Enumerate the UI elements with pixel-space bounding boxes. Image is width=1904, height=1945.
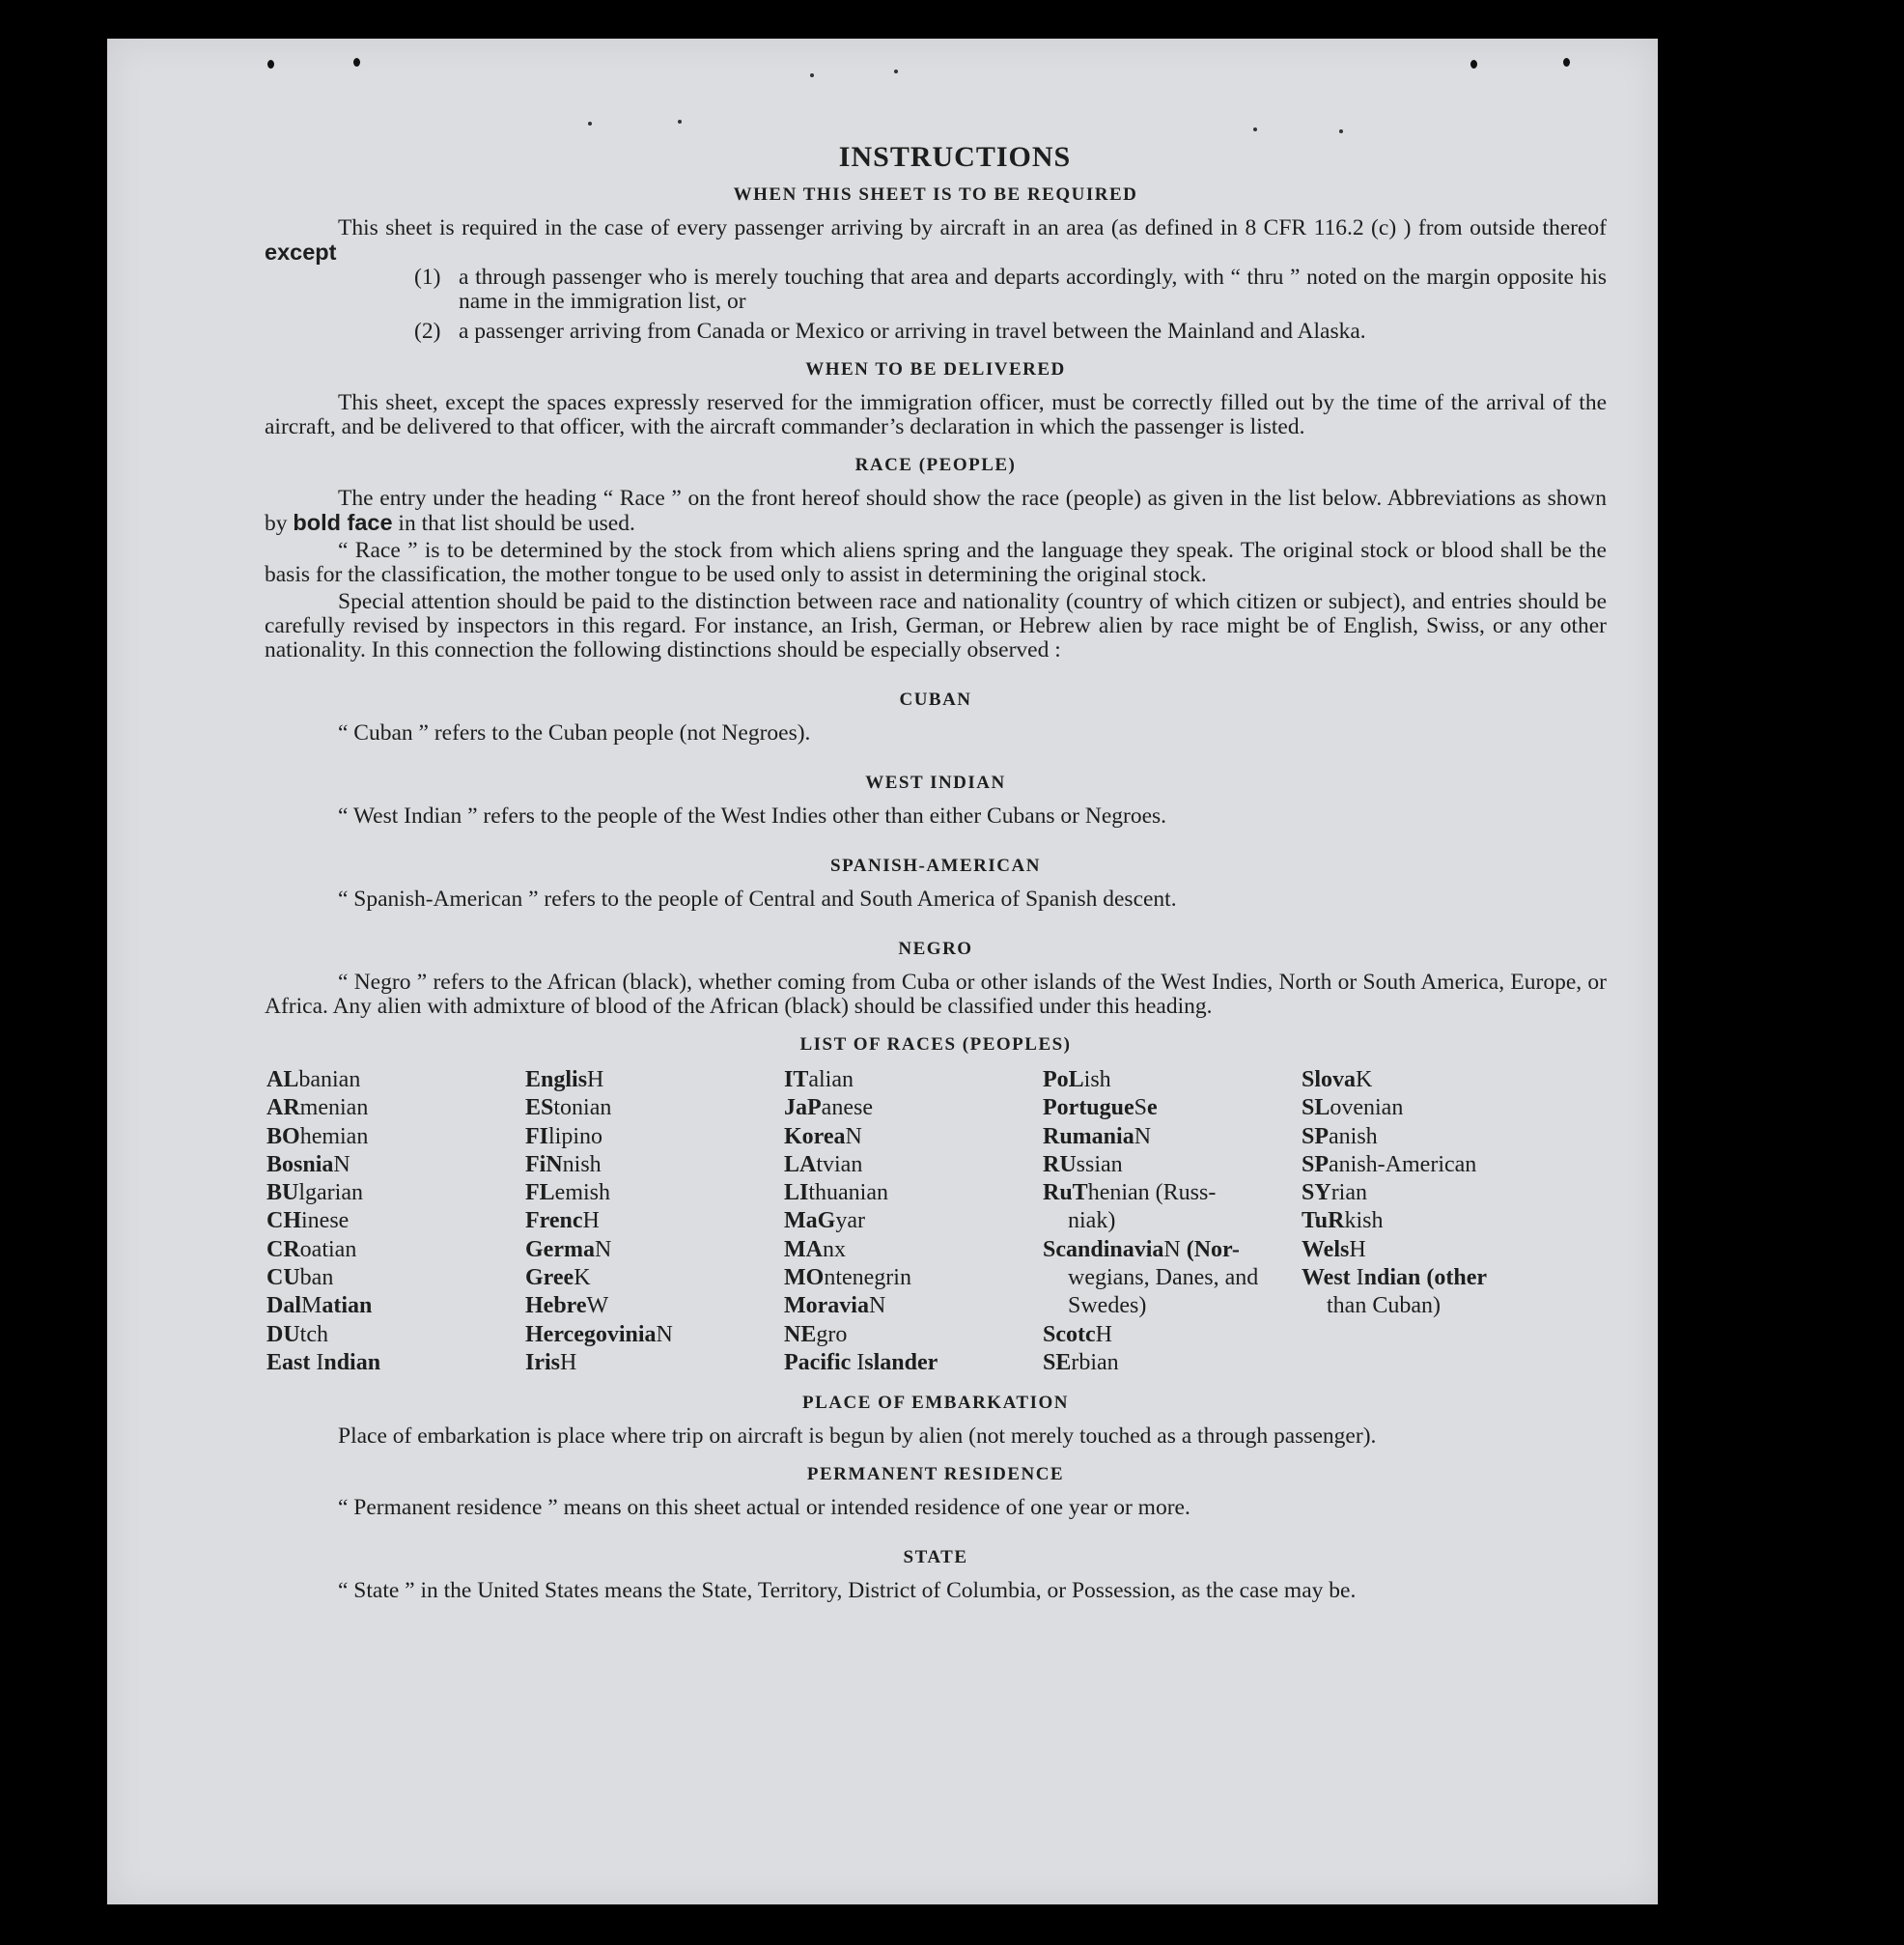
race-entry: IrisH <box>525 1349 577 1375</box>
race-entry: FLemish <box>525 1180 610 1206</box>
exception-item-2: (2) a passenger arriving from Canada or Mexico or arriving in travel between the Mainland and Alaska. <box>414 319 1366 344</box>
race-entry: East Indian <box>266 1349 381 1375</box>
race-column <box>1041 1066 1300 1377</box>
race-entry: BosniaN <box>266 1151 350 1177</box>
race-entry: FrencH <box>525 1208 600 1234</box>
west-indian-text: “ West Indian ” refers to the people of the West Indies other than either Cubans or Negroes. <box>338 803 1167 829</box>
race-entry: DUtch <box>266 1321 328 1347</box>
race-entry: JaPanese <box>784 1095 873 1121</box>
race-entry: RumaniaN <box>1043 1123 1152 1149</box>
race-entry: FiNnish <box>525 1151 602 1177</box>
heading-when-required: WHEN THIS SHEET IS TO BE REQUIRED <box>733 184 1138 205</box>
race-entry: ScotcH <box>1043 1321 1112 1347</box>
race-entry: SPanish <box>1302 1123 1378 1149</box>
permanent-residence-text: “ Permanent residence ” means on this sheet actual or intended residence of one year or more. <box>338 1495 1190 1521</box>
speck <box>1253 127 1257 131</box>
race-entry: Pacific Islander <box>784 1349 938 1375</box>
speck <box>588 122 592 126</box>
race-column <box>523 1066 782 1377</box>
race-entry: RUssian <box>1043 1151 1123 1177</box>
punch-hole <box>353 58 360 67</box>
speck <box>1339 129 1343 133</box>
heading-west-indian: WEST INDIAN <box>865 773 1006 793</box>
punch-hole <box>267 60 274 69</box>
race-entry: BUlgarian <box>266 1180 363 1206</box>
state-text: “ State ” in the United States means the State, Territory, District of Columbia, or Possession, as the case may be. <box>338 1578 1357 1604</box>
race-entry: SErbian <box>1043 1349 1119 1375</box>
heading-state: STATE <box>903 1547 968 1568</box>
heading-cuban: CUBAN <box>899 690 972 710</box>
race-entry: HebreW <box>525 1293 609 1319</box>
race-entry: KoreaN <box>784 1123 862 1149</box>
race-entry: PoLish <box>1043 1067 1111 1092</box>
race-entry: NEgro <box>784 1321 848 1347</box>
race-entry: LAtvian <box>784 1151 863 1177</box>
race-entry: MoraviaN <box>784 1293 886 1319</box>
race-entry: RuThenian (Russ- niak) <box>1043 1180 1217 1234</box>
race-entry: CHinese <box>266 1208 350 1234</box>
race-entry: LIthuanian <box>784 1180 888 1206</box>
race-entry: GermaN <box>525 1236 612 1262</box>
race-entry: SYrian <box>1302 1180 1367 1206</box>
heading-when-delivered: WHEN TO BE DELIVERED <box>805 359 1066 380</box>
race-entry: MaGyar <box>784 1208 865 1234</box>
race-entry: SlovaK <box>1302 1067 1373 1092</box>
race-column <box>782 1066 1041 1377</box>
race-entry: MOntenegrin <box>784 1265 911 1291</box>
exception-item-1: (1) a through passenger who is merely touching that area and departs accordingly, with “ thru ” noted on the margin opposite his name in the immigration list, or <box>414 265 1607 314</box>
race-entry: West Indian (other than Cuban) <box>1302 1265 1488 1319</box>
heading-list-of-races: LIST OF RACES (PEOPLES) <box>799 1034 1072 1055</box>
race-entry: PortugueSe <box>1043 1095 1158 1121</box>
race-entry: EStonian <box>525 1095 612 1121</box>
race-entry: ALbanian <box>266 1067 361 1092</box>
page-title: INSTRUCTIONS <box>838 141 1072 173</box>
speck <box>678 120 682 124</box>
race-entry: MAnx <box>784 1236 846 1262</box>
spanish-american-text: “ Spanish-American ” refers to the people of Central and South America of Spanish descent. <box>338 887 1177 912</box>
heading-permanent-residence: PERMANENT RESIDENCE <box>806 1464 1065 1485</box>
heading-spanish-american: SPANISH-AMERICAN <box>830 856 1041 876</box>
when-delivered-text: This sheet, except the spaces expressly reserved for the immigration officer, must be correctly filled out by the time of the arrival of the aircraft, and be delivered to that officer, with the aircraft commander’s declaration in which the passenger is listed. <box>265 390 1607 439</box>
race-entry: SLovenian <box>1302 1095 1404 1121</box>
race-entry: DalMatian <box>266 1293 373 1319</box>
race-paragraph-2: “ Race ” is to be determined by the stock from which aliens spring and the language they speak. The original stock or blood shall be the basis for the classification, the mother tongue to be used only to assist in determining the original stock. <box>265 538 1607 587</box>
race-entry: EnglisH <box>525 1067 604 1092</box>
race-column <box>265 1066 523 1377</box>
speck <box>894 70 898 73</box>
race-entry: BOhemian <box>266 1123 369 1149</box>
race-entry: SPanish-American <box>1302 1151 1477 1177</box>
cuban-text: “ Cuban ” refers to the Cuban people (not Negroes). <box>338 720 811 746</box>
when-required-intro: This sheet is required in the case of every passenger arriving by aircraft in an area (as defined in 8 CFR 116.2 (c) ) from outside thereof except <box>265 215 1607 265</box>
race-entry: TuRkish <box>1302 1208 1384 1234</box>
race-entry: CRoatian <box>266 1236 357 1262</box>
instructions-text <box>265 141 1607 1604</box>
heading-place-of-embarkation: PLACE OF EMBARKATION <box>802 1393 1069 1414</box>
heading-race: RACE (PEOPLE) <box>854 455 1017 475</box>
punch-hole <box>1563 58 1570 67</box>
race-entry: HercegoviniaN <box>525 1321 673 1347</box>
negro-text: “ Negro ” refers to the African (black), whether coming from Cuba or other islands of the West Indies, North or South America, Europe, or Africa. Any alien with admixture of blood of the African (black) should be classified under this heading. <box>265 970 1607 1019</box>
race-entry: WelsH <box>1302 1236 1366 1262</box>
heading-negro: NEGRO <box>898 939 973 959</box>
race-entry: GreeK <box>525 1265 591 1291</box>
race-entry: ARmenian <box>266 1095 369 1121</box>
punch-hole <box>1470 60 1477 69</box>
race-paragraph-1: The entry under the heading “ Race ” on the front hereof should show the race (people) as given in the list below. Abbreviations as shown by bold face in that list should be used. <box>265 486 1607 536</box>
race-column <box>1300 1066 1531 1377</box>
race-entry: FIlipino <box>525 1123 603 1149</box>
race-entry: CUban <box>266 1265 334 1291</box>
race-paragraph-3: Special attention should be paid to the distinction between race and nationality (country of which citizen or subject), and entries should be carefully revised by inspectors in this regard. For instance, an Irish, German, or Hebrew alien by race might be of English, Swiss, or any other nationality. In this connection the following distinctions should be especially observed : <box>265 589 1607 662</box>
document-sheet <box>107 39 1658 1904</box>
list-of-races <box>265 1066 1607 1377</box>
speck <box>810 73 814 77</box>
place-of-embarkation-text: Place of embarkation is place where trip on aircraft is begun by alien (not merely touched as a through passenger). <box>338 1424 1377 1450</box>
race-entry: ITalian <box>784 1067 854 1092</box>
race-entry: ScandinaviaN (Nor- wegians, Danes, and Swedes) <box>1043 1236 1259 1319</box>
